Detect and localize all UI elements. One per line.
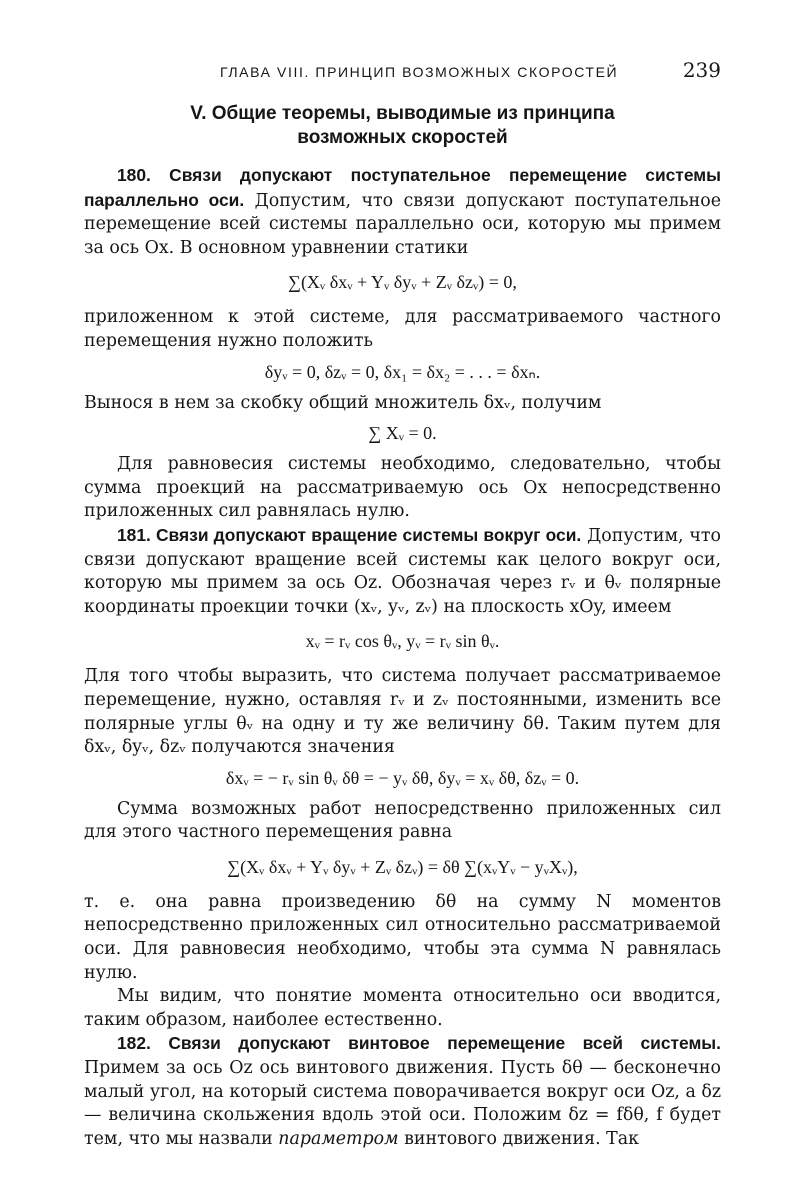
section-title-line-2: возможных скоростей — [297, 127, 508, 148]
equation-virtual-work: ∑(Xᵥ δxᵥ + Yᵥ δyᵥ + Zᵥ δzᵥ) = δθ ∑(xᵥYᵥ − yᵥXᵥ), — [227, 856, 578, 877]
paragraph-180-b: приложенном к этой системе, для рассматриваемого частного перемещения нужно положить — [84, 307, 721, 351]
paragraph-181-c: Сумма возможных работ непосредственно приложенных сил для этого частного перемещения равна — [84, 798, 721, 843]
paragraph-180-heading: 180. Связи допускают поступательное перемещение системы параллельно оси. — [84, 165, 721, 210]
paragraph-182-italic-term: параметром — [278, 1128, 399, 1149]
equation-polar: xᵥ = rᵥ cos θᵥ, yᵥ = rᵥ sin θᵥ. — [305, 631, 500, 652]
paragraph-181-heading: 181. Связи допускают вращение системы вокруг оси. — [117, 524, 582, 545]
paragraph-180 — [84, 164, 721, 260]
paragraph-180-c: Вынося в нем за скобку общий множитель δxᵥ, получим — [84, 392, 602, 413]
paragraph-180-d: Для равновесия системы необходимо, следовательно, чтобы сумма проекций на рассматриваемую ось Ox непосредственно приложенных сил равнялась нулю. — [84, 454, 721, 522]
paragraph-181-text: Допустим, что связи допускают вращение всей системы как целого вокруг оси, которую мы примем за ось Oz. Обозначая через rᵥ и θᵥ полярные координаты проекции точки (xᵥ, yᵥ, zᵥ) на плоскость xOy, имеем — [84, 525, 721, 617]
paragraph-181-d: т. е. она равна произведению δθ на сумму N моментов непосредственно приложенных сил относительно рассматриваемой оси. Для равновесия необходимо, чтобы эта сумма N равнялась нулю. — [84, 891, 721, 983]
page-number: 239 — [682, 58, 721, 82]
section-title-line-1: V. Общие теоремы, выводимые из принципа — [190, 103, 615, 124]
paragraph-181 — [84, 524, 721, 619]
paragraph-180-text: Допустим, что связи допускают поступательное перемещение всей системы параллельно оси, которую мы примем за ось Ox. В основном уравнении статики — [84, 190, 721, 258]
header-title: ГЛАВА VIII. ПРИНЦИП ВОЗМОЖНЫХ СКОРОСТЕЙ — [220, 64, 619, 80]
paragraph-182 — [84, 1032, 721, 1151]
equation-sum-x: ∑ Xᵥ = 0. — [368, 423, 437, 444]
equation-displacements: δyᵥ = 0, δzᵥ = 0, δx₁ = δx₂ = . . . = δxₙ. — [264, 361, 541, 382]
paragraph-182-text: Примем за ось Oz ось винтового движения. Пусть δθ — бесконечно малый угол, на который система поворачивается вокруг оси Oz, а δz — величина скольжения вдоль этой оси. Положим δz = fδθ, f будет тем, что мы назвали — [84, 1058, 721, 1149]
paragraph-182-heading: 182. Связи допускают винтовое перемещение всей системы. — [117, 1033, 721, 1054]
equation-statics: ∑(Xᵥ δxᵥ + Yᵥ δyᵥ + Zᵥ δzᵥ) = 0, — [288, 272, 517, 293]
running-header — [84, 58, 721, 98]
section-title — [84, 102, 721, 150]
paragraph-182-end: винтового движения. Так — [398, 1128, 639, 1149]
paragraph-181-b: Для того чтобы выразить, что система получает рассматриваемое перемещение, нужно, оставляя rᵥ и zᵥ постоянными, изменить все полярные углы θᵥ на одну и ту же величину δθ. Таким путем для δxᵥ, δyᵥ, δzᵥ получаются значения — [84, 666, 721, 758]
paragraph-181-e: Мы видим, что понятие момента относительно оси вводится, таким образом, наиболее естественно. — [84, 986, 721, 1030]
equation-variations: δxᵥ = − rᵥ sin θᵥ δθ = − yᵥ δθ, δyᵥ = xᵥ δθ, δzᵥ = 0. — [225, 767, 580, 788]
